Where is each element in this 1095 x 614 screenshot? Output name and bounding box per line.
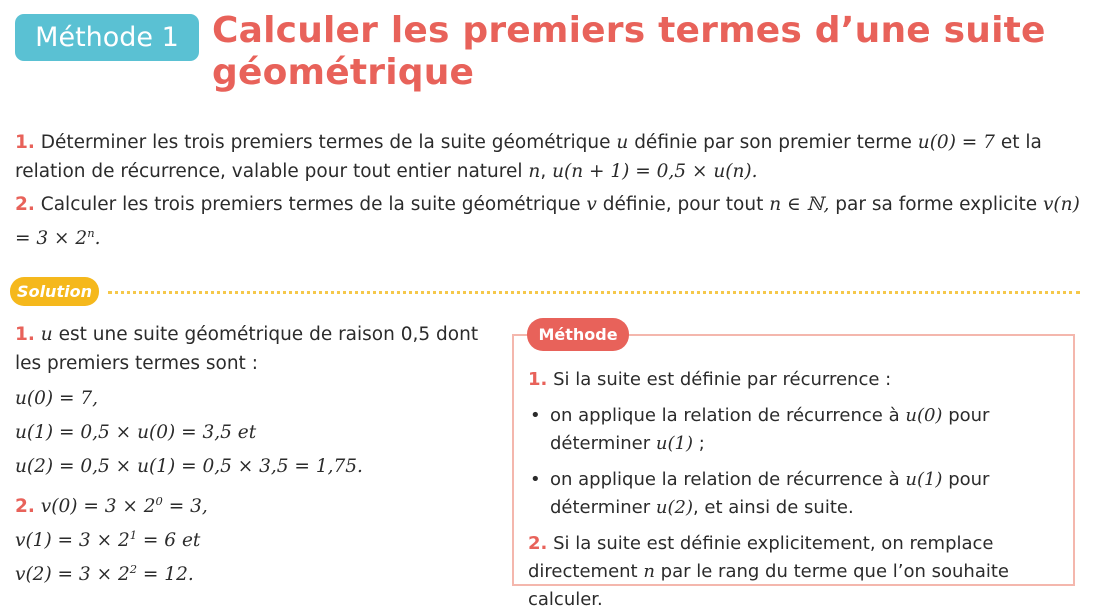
question-2: [15, 190, 1080, 253]
method-content: [528, 366, 1068, 614]
method-bullet-2: • on applique la relation de récurrence à u(1) pour déterminer u(2), et ainsi de suite.: [528, 466, 1068, 522]
method-badge: Méthode: [527, 318, 629, 351]
question-1-recurrence: u(n + 1) = 0,5 × u(n).: [552, 161, 758, 182]
question-1-var-u: u: [616, 132, 629, 153]
solution-badge: Solution: [10, 277, 99, 306]
solution-2-number: 2.: [15, 496, 35, 518]
solution-1-var-u: u: [40, 324, 53, 345]
method-1-number: 1.: [528, 369, 548, 390]
solution-line-v0: 2. $v(0) = 3 \times 2^0 = 3$,: [15, 494, 208, 518]
question-2-text-a: Calculer les trois premiers termes de la suite géométrique: [40, 194, 581, 215]
question-2-number: 2.: [15, 194, 35, 215]
question-2-domain: n ∈ ℕ,: [769, 194, 830, 215]
question-1-initial-term: u(0) = 7: [917, 132, 995, 153]
solution-line-v1: $v(1) = 3 \times 2^1 = 6$ et: [15, 528, 201, 552]
question-1-text-c: et la relation de récurrence, valable pour tout entier naturel: [15, 132, 1042, 182]
solution-divider: [108, 291, 1080, 294]
method-point-1: [528, 366, 1068, 394]
solution-1-number: 1.: [15, 324, 35, 345]
bullet-icon: •: [530, 469, 541, 490]
question-1-text-b: définie par son premier terme: [634, 132, 912, 153]
solution-line-u2: u(2) = 0,5 × u(1) = 0,5 × 3,5 = 1,75.: [15, 456, 363, 477]
solution-line-u0: u(0) = 7,: [15, 388, 99, 409]
question-2-text-c: par sa forme explicite: [835, 194, 1038, 215]
page-title: Calculer les premiers termes d’une suite géométrique: [212, 10, 1046, 93]
solution-part-1-intro: [15, 320, 485, 378]
question-1-number: 1.: [15, 132, 35, 153]
question-1-text-a: Déterminer les trois premiers termes de la suite géométrique: [40, 132, 611, 153]
method-2-number: 2.: [528, 533, 548, 554]
method-bullet-1: • on applique la relation de récurrence à u(0) pour déterminer u(1) ;: [528, 402, 1068, 458]
method-1-text: Si la suite est définie par récurrence :: [553, 369, 892, 390]
question-2-text-b: définie, pour tout: [602, 194, 764, 215]
question-2-var-v: v: [586, 194, 597, 215]
question-2-explicit-form: $v(n) = 3 \times 2^n$.: [15, 194, 1080, 250]
solution-line-u1: u(1) = 0,5 × u(0) = 3,5 et: [15, 422, 257, 443]
method-point-2: 2. Si la suite est définie explicitement, on remplace directement n par le rang du terme que l’on souhaite calculer.: [528, 533, 1009, 610]
solution-line-v2: $v(2) = 3 \times 2^2 = 12$.: [15, 562, 194, 586]
question-1-var-n: n: [528, 161, 541, 182]
solution-content: [15, 320, 485, 586]
bullet-icon: •: [530, 405, 541, 426]
solution-1-text: est une suite géométrique de raison 0,5 dont les premiers termes sont :: [15, 324, 479, 374]
method-number-badge: Méthode 1: [15, 14, 199, 61]
question-1: 1. Déterminer les trois premiers termes de la suite géométrique u définie par son premier terme u(0) = 7 et la relation de récurrence, valable pour tout entier naturel n, u(n + 1) = 0,5 × u(n).: [15, 132, 1042, 182]
